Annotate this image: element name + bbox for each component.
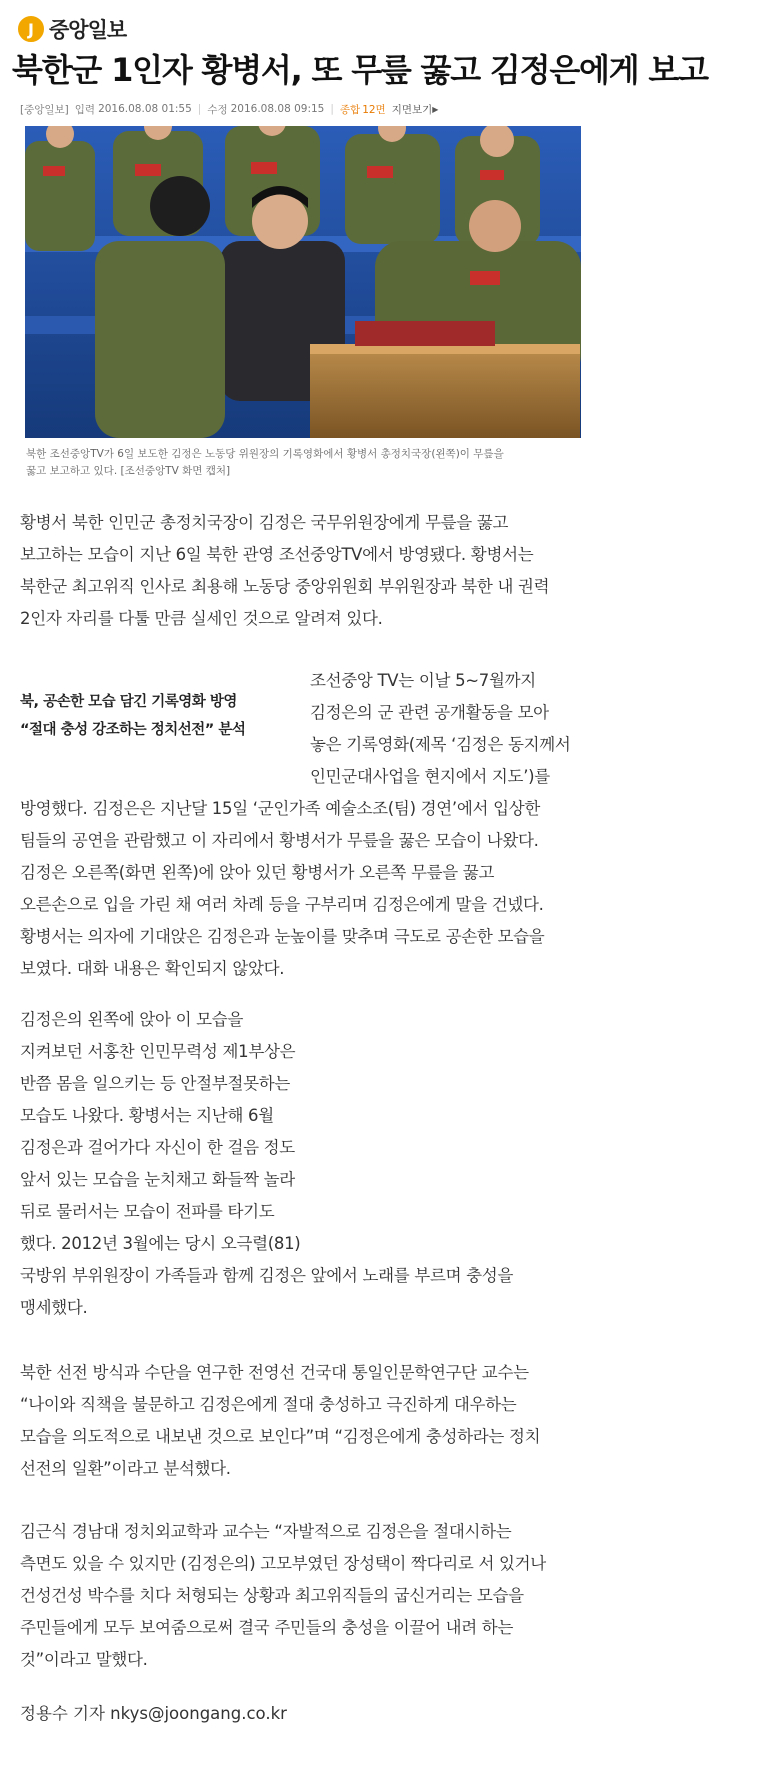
text-line: 건성건성 박수를 치다 처형되는 상황과 최고위직들의 굽신거리는 모습을 bbox=[20, 1586, 524, 1605]
article-headline: 북한군 1인자 황병서, 또 무릎 꿇고 김정은에게 보고 bbox=[12, 51, 708, 89]
text-line: 황병서 북한 인민군 총정치국장이 김정은 국무위원장에게 무릎을 꿇고 bbox=[20, 513, 509, 532]
text-line: 북한군 최고위직 인사로 최용해 노동당 중앙위원회 부위원장과 북한 내 권력 bbox=[20, 577, 550, 596]
paragraph-2-right bbox=[310, 665, 610, 793]
text-line: 오른손으로 입을 가린 채 여러 차례 등을 구부리며 김정은에게 말을 건넸다. bbox=[20, 895, 544, 914]
modified-time: 2016.08.08 09:15 bbox=[230, 103, 325, 115]
text-line: 국방위 부위원장이 가족들과 함께 김정은 앞에서 노래를 부르며 충성을 bbox=[20, 1266, 514, 1285]
text-line: 인민군대사업을 현지에서 지도’)를 bbox=[310, 767, 550, 786]
photo-caption bbox=[26, 446, 586, 480]
text-line: 모습을 의도적으로 내보낸 것으로 보인다”며 “김정은에게 충성하라는 정치 bbox=[20, 1427, 541, 1446]
text-line: 방영했다. 김정은은 지난달 15일 ‘군인가족 예술소조(팀) 경연’에서 입상한 bbox=[20, 799, 541, 818]
paragraph-4 bbox=[20, 1357, 610, 1485]
text-line: “나이와 직책을 불문하고 김정은에게 절대 충성하고 극진하게 대우하는 bbox=[20, 1395, 517, 1414]
input-label: 입력 bbox=[74, 103, 96, 116]
text-line: 선전의 일환”이라고 분석했다. bbox=[20, 1459, 231, 1478]
article-meta bbox=[20, 100, 444, 118]
text-line: 김정은 오른쪽(화면 왼쪽)에 앉아 있던 황병서가 오른쪽 무릎을 꿇고 bbox=[20, 863, 495, 882]
caption-line: 북한 조선중앙TV가 6일 보도한 김정은 노동당 위원장의 기록영화에서 황병서 총정치국장(왼쪽)이 무릎을 bbox=[26, 448, 504, 460]
text-line: 앞서 있는 모습을 눈치채고 화들짝 놀라 bbox=[20, 1170, 295, 1189]
view-paper-link[interactable]: 지면보기 bbox=[391, 103, 433, 116]
text-line: 김정은의 왼쪽에 앉아 이 모습을 bbox=[20, 1010, 244, 1029]
logo-icon[interactable]: J bbox=[18, 16, 44, 42]
text-line: 김근식 경남대 정치외교학과 교수는 “자발적으로 김정은을 절대시하는 bbox=[20, 1522, 512, 1541]
text-line: 반쯤 몸을 일으키는 등 안절부절못하는 bbox=[20, 1074, 291, 1093]
text-line: 것”이라고 말했다. bbox=[20, 1650, 148, 1669]
article-photo bbox=[25, 126, 581, 438]
modified-label: 수정 bbox=[207, 103, 228, 116]
text-line: 측면도 있을 수 있지만 (김정은의) 고모부였던 장성택이 짝다리로 서 있거나 bbox=[20, 1554, 546, 1573]
photo-illustration bbox=[25, 126, 581, 438]
paragraph-3 bbox=[20, 1004, 610, 1324]
source-label: [중앙일보] bbox=[20, 103, 69, 116]
text-line: 맹세했다. bbox=[20, 1298, 88, 1317]
chevron-right-icon[interactable]: ▶ bbox=[432, 104, 439, 114]
paragraph-5 bbox=[20, 1516, 610, 1676]
text-line: 김정은의 군 관련 공개활동을 모아 bbox=[310, 703, 549, 722]
subhead-line: 북, 공손한 모습 담긴 기록영화 방영 bbox=[20, 694, 237, 710]
page-number: 12면 bbox=[362, 103, 386, 116]
text-line: 했다. 2012년 3월에는 당시 오극렬(81) bbox=[20, 1234, 301, 1253]
text-line: 보였다. 대화 내용은 확인되지 않았다. bbox=[20, 959, 285, 978]
text-line: 보고하는 모습이 지난 6일 북한 관영 조선중앙TV에서 방영됐다. 황병서는 bbox=[20, 545, 534, 564]
divider: | bbox=[197, 103, 202, 115]
text-line: 2인자 자리를 다툴 만큼 실세인 것으로 알려져 있다. bbox=[20, 609, 383, 628]
text-line: 놓은 기록영화(제목 ‘김정은 동지께서 bbox=[310, 735, 571, 754]
article-subhead bbox=[20, 688, 280, 744]
text-line: 북한 선전 방식과 수단을 연구한 전영선 건국대 통일인문학연구단 교수는 bbox=[20, 1363, 529, 1382]
divider: | bbox=[330, 103, 334, 115]
text-line: 주민들에게 모두 보여줌으로써 결국 주민들의 충성을 이끌어 내려 하는 bbox=[20, 1618, 514, 1637]
text-line: 지켜보던 서홍찬 인민무력성 제1부상은 bbox=[20, 1042, 296, 1061]
site-header bbox=[18, 14, 126, 44]
text-line: 팀들의 공연을 관람했고 이 자리에서 황병서가 무릎을 꿇은 모습이 나왔다. bbox=[20, 831, 539, 850]
paragraph-2 bbox=[20, 793, 610, 985]
text-line: 조선중앙 TV는 이날 5~7월까지 bbox=[310, 671, 536, 690]
text-line: 뒤로 물러서는 모습이 전파를 타기도 bbox=[20, 1202, 275, 1221]
input-time: 2016.08.08 01:55 bbox=[98, 103, 192, 115]
section-label: 종합 bbox=[339, 103, 361, 116]
subhead-line: “절대 충성 강조하는 정치선전” 분석 bbox=[20, 722, 246, 738]
text-line: 김정은과 걸어가다 자신이 한 걸음 정도 bbox=[20, 1138, 295, 1157]
text-line: 황병서는 의자에 기대앉은 김정은과 눈높이를 맞추며 극도로 공손한 모습을 bbox=[20, 927, 545, 946]
text-line: 모습도 나왔다. 황병서는 지난해 6월 bbox=[20, 1106, 274, 1125]
paragraph-1 bbox=[20, 507, 610, 635]
logo-text[interactable]: 중앙일보 bbox=[49, 18, 127, 42]
article-byline: 정용수 기자 nkys@joongang.co.kr bbox=[20, 1704, 287, 1723]
caption-line: 꿇고 보고하고 있다. [조선중앙TV 화면 캡처] bbox=[26, 465, 231, 477]
